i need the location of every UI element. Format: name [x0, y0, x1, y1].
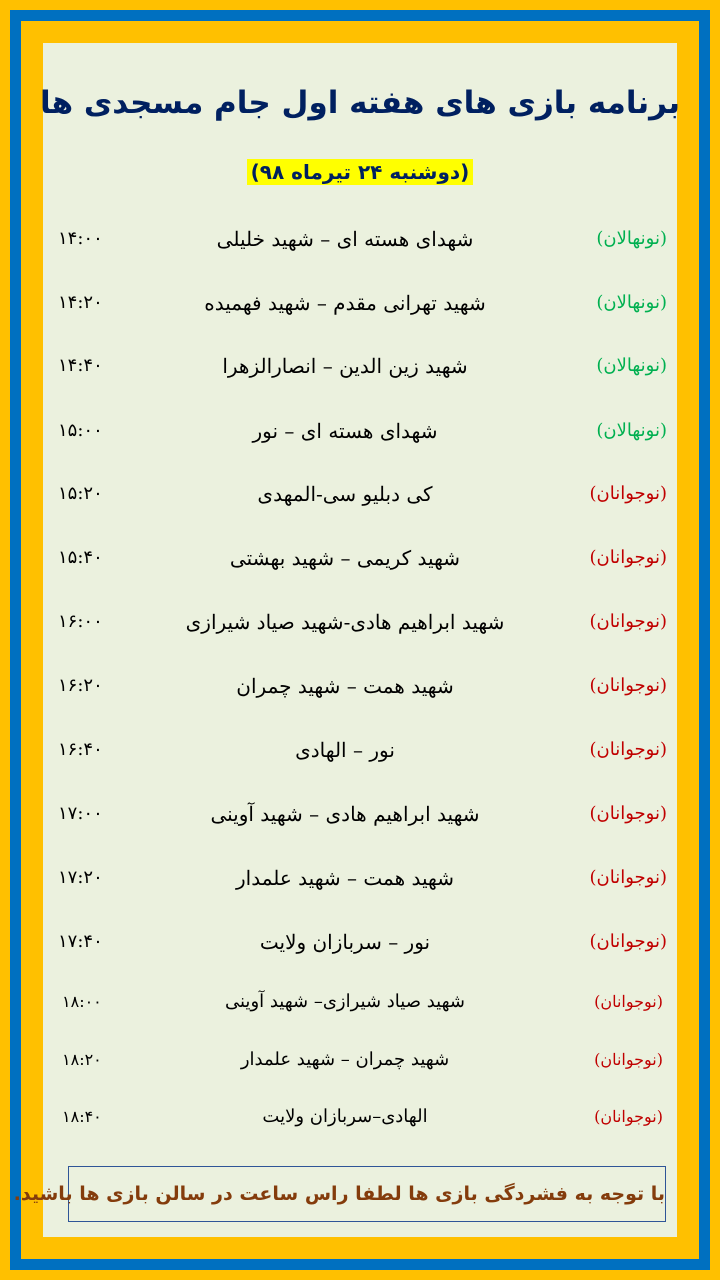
- game-match: شهدای هسته ای – نور: [252, 419, 438, 443]
- game-time: ۱۵:۲۰: [58, 483, 103, 504]
- game-time: ۱۷:۴۰: [58, 931, 103, 952]
- game-match: شهدای هسته ای – شهید خلیلی: [216, 227, 474, 251]
- game-category: (نوجوانان): [594, 1050, 663, 1069]
- game-match: شهید کریمی – شهید بهشتی: [229, 546, 461, 570]
- date-container: [0, 159, 720, 185]
- game-category: (نوجوانان): [589, 675, 667, 696]
- game-row: [0, 1040, 720, 1080]
- game-match: شهید همت – شهید چمران: [236, 674, 454, 698]
- game-row: [0, 474, 720, 514]
- schedule-date: (دوشنبه ۲۴ تیرماه ۹۸): [247, 159, 474, 185]
- game-time: ۱۵:۰۰: [58, 420, 103, 441]
- game-time: ۱۴:۰۰: [58, 228, 103, 249]
- game-time: ۱۶:۲۰: [58, 675, 103, 696]
- game-row: [0, 982, 720, 1022]
- game-category: (نوجوانان): [589, 931, 667, 952]
- game-row: [0, 730, 720, 770]
- game-category: (نوجوانان): [589, 611, 667, 632]
- game-category: (نوجوانان): [594, 992, 663, 1011]
- game-row: [0, 411, 720, 451]
- page-title: برنامه بازی های هفته اول جام مسجدی ها: [39, 85, 681, 121]
- game-match: شهید تهرانی مقدم – شهید فهمیده: [204, 291, 486, 315]
- game-category: (نوجوانان): [589, 547, 667, 568]
- game-category: (نوجوانان): [589, 803, 667, 824]
- game-match: شهید ابراهیم هادی – شهید آوینی: [210, 802, 480, 826]
- game-time: ۱۸:۴۰: [62, 1107, 102, 1126]
- game-time: ۱۷:۰۰: [58, 803, 103, 824]
- game-time: ۱۷:۲۰: [58, 867, 103, 888]
- game-time: ۱۵:۴۰: [58, 547, 103, 568]
- game-time: ۱۴:۲۰: [58, 292, 103, 313]
- game-row: [0, 794, 720, 834]
- game-match: شهید صیاد شیرازی– شهید آوینی: [225, 991, 465, 1012]
- game-row: [0, 538, 720, 578]
- game-match: نور – سربازان ولایت: [259, 930, 431, 954]
- game-match: شهید چمران – شهید علمدار: [240, 1049, 450, 1070]
- notice-box: با توجه به فشردگی بازی ها لطفا راس ساعت در سالن بازی ها باشید.: [68, 1166, 666, 1222]
- game-row: [0, 346, 720, 386]
- game-match: شهید ابراهیم هادی-شهید صیاد شیرازی: [185, 610, 505, 634]
- game-row: [0, 922, 720, 962]
- game-row: [0, 602, 720, 642]
- game-row: [0, 1097, 720, 1137]
- game-match: شهید همت – شهید علمدار: [235, 866, 455, 890]
- game-category: (نوجوانان): [594, 1107, 663, 1126]
- game-category: (نونهالان): [596, 355, 667, 376]
- game-category: (نوجوانان): [589, 483, 667, 504]
- game-category: (نوجوانان): [589, 739, 667, 760]
- game-row: [0, 666, 720, 706]
- game-category: (نونهالان): [596, 420, 667, 441]
- game-time: ۱۸:۲۰: [62, 1050, 102, 1069]
- game-row: [0, 219, 720, 259]
- game-row: [0, 858, 720, 898]
- game-match: کی دبلیو سی-المهدی: [257, 482, 433, 506]
- game-row: [0, 283, 720, 323]
- game-time: ۱۴:۴۰: [58, 355, 103, 376]
- game-match: نور – الهادی: [295, 738, 395, 762]
- game-match: الهادی–سربازان ولایت: [262, 1106, 428, 1127]
- game-category: (نوجوانان): [589, 867, 667, 888]
- game-category: (نونهالان): [596, 228, 667, 249]
- game-category: (نونهالان): [596, 292, 667, 313]
- game-time: ۱۶:۰۰: [58, 611, 103, 632]
- game-time: ۱۸:۰۰: [62, 992, 102, 1011]
- game-time: ۱۶:۴۰: [58, 739, 103, 760]
- game-match: شهید زین الدین – انصارالزهرا: [222, 354, 468, 378]
